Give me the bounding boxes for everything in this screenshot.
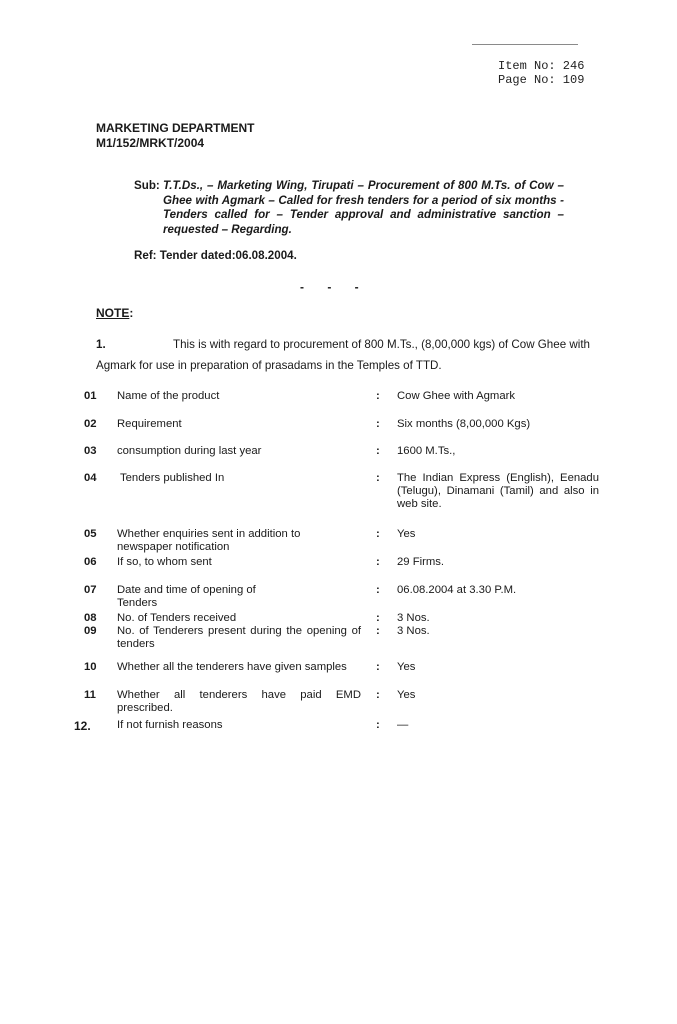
row-value: — (397, 719, 409, 731)
row-separator: : (376, 625, 380, 637)
row-label: Whether all the tenderers have given samples (117, 661, 347, 673)
row-number: 03 (84, 445, 97, 457)
row-value: 06.08.2004 at 3.30 P.M. (397, 584, 517, 596)
reference-line: Ref: Tender dated:06.08.2004. (134, 249, 297, 262)
row-value: Yes (397, 689, 416, 701)
note-heading-colon: : (129, 306, 134, 320)
row-number: 11 (84, 689, 96, 701)
row-value: 3 Nos. (397, 612, 430, 624)
row-label: Tenders published In (120, 472, 225, 484)
paragraph-number: 1. (96, 338, 106, 351)
row-number: 01 (84, 390, 97, 402)
row-label: Name of the product (117, 390, 220, 402)
row-label: Whether all tenderers have paid EMD prescribed. (117, 689, 361, 714)
row-value: 3 Nos. (397, 625, 430, 637)
row-label: Requirement (117, 418, 182, 430)
row-number: 04 (84, 472, 97, 484)
subject-block (134, 179, 564, 237)
row-number: 09 (84, 625, 97, 637)
row-separator: : (376, 472, 380, 484)
row-value: 1600 M.Ts., (397, 445, 456, 457)
row-value: The Indian Express (English), Eenadu (Telugu), Dinamani (Tamil) and also in web site. (397, 472, 599, 510)
row-number: 07 (84, 584, 97, 596)
paragraph-text: This is with regard to procurement of 800 M.Ts., (8,00,000 kgs) of Cow Ghee with Agmark for use in preparation of prasadams in the Temples of TTD. (96, 338, 590, 372)
row-label: If so, to whom sent (117, 556, 212, 568)
row-separator: : (376, 390, 380, 402)
row-separator: : (376, 719, 380, 731)
row-separator: : (376, 584, 380, 596)
row-number: 08 (84, 612, 97, 624)
row-number: 10 (84, 661, 97, 673)
row-value: Yes (397, 528, 416, 540)
row-number: 02 (84, 418, 97, 430)
row-number: 06 (84, 556, 97, 568)
department-heading (96, 121, 254, 151)
row-separator: : (376, 556, 380, 568)
row-value: 29 Firms. (397, 556, 445, 568)
subject-text: T.T.Ds., – Marketing Wing, Tirupati – Procurement of 800 M.Ts. of Cow – Ghee with Agmark – Called for fresh tenders for a period of six months - Tenders called for – Tender approval and administrative sanction – requested – Regarding. (163, 179, 564, 236)
section-separator: - - - (300, 280, 359, 294)
row-separator: : (376, 689, 380, 701)
row-value: Yes (397, 661, 416, 673)
row-separator: : (376, 612, 380, 624)
page-number: Page No: 109 (498, 73, 585, 87)
subject-label: Sub: (134, 179, 160, 192)
note-paragraph (96, 334, 590, 376)
row-value: Six months (8,00,000 Kgs) (397, 418, 531, 430)
row-label: Whether enquiries sent in addition to newspaper notification (117, 528, 301, 553)
row-label: If not furnish reasons (117, 719, 223, 731)
reference-code: M1/152/MRKT/2004 (96, 136, 205, 150)
department-name: MARKETING DEPARTMENT (96, 121, 255, 135)
row-value: Cow Ghee with Agmark (397, 390, 516, 402)
item-meta (498, 59, 584, 87)
row-label: No. of Tenders received (117, 612, 237, 624)
row-separator: : (376, 445, 380, 457)
row-number: 12. (74, 719, 91, 733)
note-heading-text: NOTE (96, 306, 130, 320)
top-rule (472, 44, 578, 45)
row-label: consumption during last year (117, 445, 262, 457)
item-number: Item No: 246 (498, 59, 585, 73)
row-separator: : (376, 528, 380, 540)
row-separator: : (376, 418, 380, 430)
row-label: No. of Tenderers present during the opening of tenders (117, 625, 361, 650)
row-separator: : (376, 661, 380, 673)
note-heading (96, 306, 133, 320)
row-label: Date and time of opening of Tenders (117, 584, 256, 609)
row-number: 05 (84, 528, 97, 540)
